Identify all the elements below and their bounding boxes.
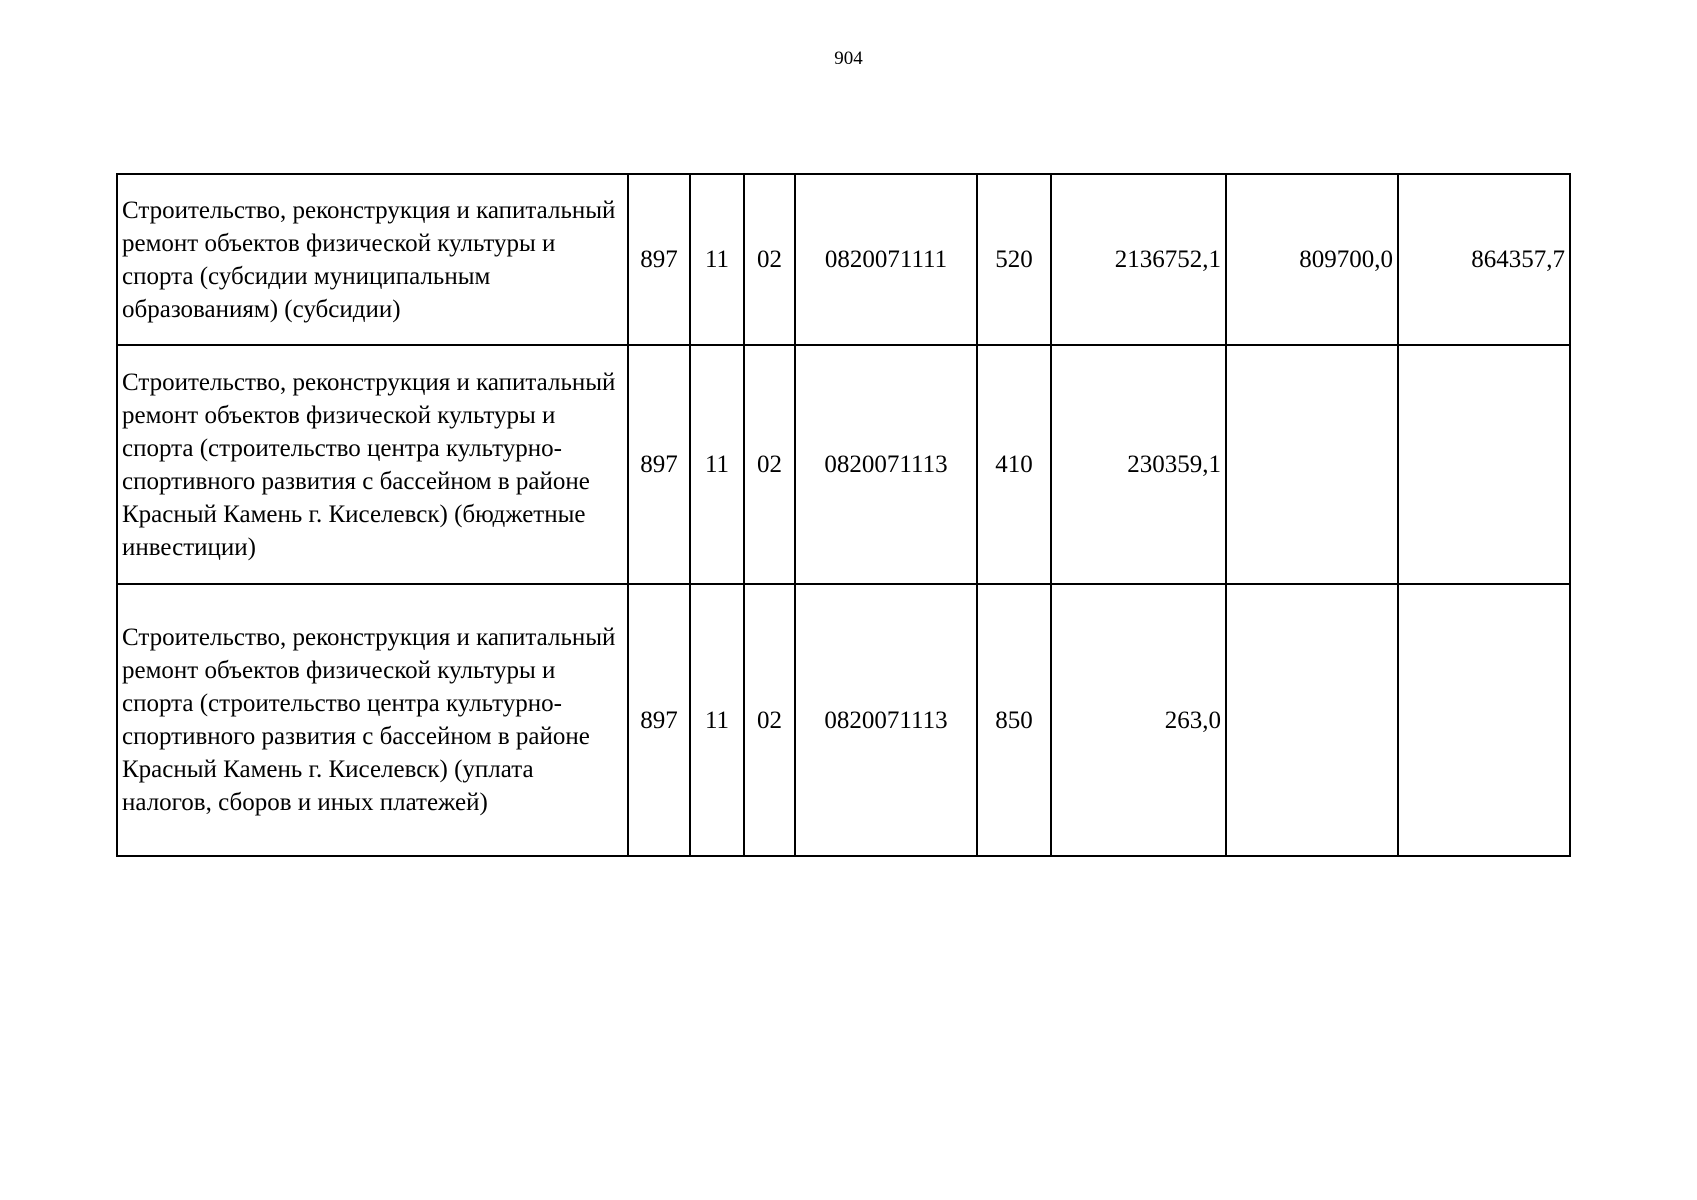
expense-name-cell: Строительство, реконструкция и капитальный ремонт объектов физической культуры и спорта (строительство центра культурно-спортивного развития с бассейном в районе Красный Камень г. Киселевск) (уплата налогов, сборов и иных платежей) — [117, 584, 628, 856]
subsection-code-cell: 02 — [744, 174, 795, 345]
section-code-cell: 11 — [690, 345, 744, 584]
amount-2-cell — [1226, 345, 1398, 584]
ministry-code-cell: 897 — [628, 174, 690, 345]
expense-type-cell: 520 — [977, 174, 1051, 345]
expense-name-cell: Строительство, реконструкция и капитальный ремонт объектов физической культуры и спорта (субсидии муниципальным образованиям) (субсидии) — [117, 174, 628, 345]
amount-3-cell — [1398, 345, 1570, 584]
amount-1-cell: 2136752,1 — [1051, 174, 1226, 345]
amount-2-cell: 809700,0 — [1226, 174, 1398, 345]
ministry-code-cell: 897 — [628, 584, 690, 856]
amount-3-cell: 864357,7 — [1398, 174, 1570, 345]
target-article-cell: 0820071111 — [795, 174, 977, 345]
table-row — [117, 345, 1570, 584]
table-row — [117, 584, 1570, 856]
expense-type-cell: 850 — [977, 584, 1051, 856]
budget-table — [116, 173, 1571, 857]
expense-name-cell: Строительство, реконструкция и капитальный ремонт объектов физической культуры и спорта (строительство центра культурно-спортивного развития с бассейном в районе Красный Камень г. Киселевск) (бюджетные инвестиции) — [117, 345, 628, 584]
amount-1-cell: 263,0 — [1051, 584, 1226, 856]
target-article-cell: 0820071113 — [795, 584, 977, 856]
subsection-code-cell: 02 — [744, 345, 795, 584]
amount-1-cell: 230359,1 — [1051, 345, 1226, 584]
ministry-code-cell: 897 — [628, 345, 690, 584]
section-code-cell: 11 — [690, 584, 744, 856]
amount-3-cell — [1398, 584, 1570, 856]
page-number: 904 — [834, 48, 863, 69]
amount-2-cell — [1226, 584, 1398, 856]
expense-type-cell: 410 — [977, 345, 1051, 584]
table-row — [117, 174, 1570, 345]
subsection-code-cell: 02 — [744, 584, 795, 856]
target-article-cell: 0820071113 — [795, 345, 977, 584]
section-code-cell: 11 — [690, 174, 744, 345]
